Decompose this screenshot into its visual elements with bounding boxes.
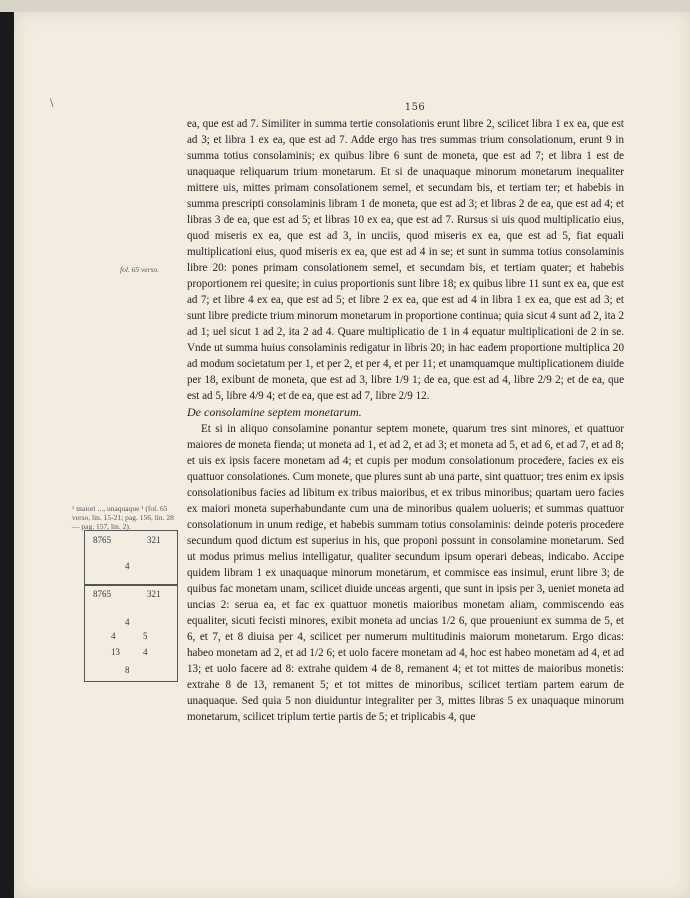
diagram-table-2: [84, 584, 178, 682]
table2-cell-g: 4: [143, 647, 148, 657]
margin-note-reference: ¹ maiori ..., unaquaque ¹ (fol. 65 verso, lin. 15-21; pag. 156, lin. 28 — pag. 157, lin. 2).: [72, 504, 174, 531]
table2-cell-b: 321: [147, 589, 161, 599]
margin-note-folio: fol. 65 verso.: [120, 265, 160, 274]
table1-cell-b: 321: [147, 535, 161, 545]
main-text: [187, 116, 624, 725]
page-number: 156: [404, 102, 426, 113]
diagram-table-1: [84, 530, 178, 586]
top-bar: [0, 0, 690, 12]
table1-cell-a: 8765: [93, 535, 111, 545]
table2-cell-a: 8765: [93, 589, 111, 599]
table2-cell-c: 4: [125, 617, 130, 627]
table2-cell-h: 8: [125, 665, 130, 675]
table2-cell-e: 5: [143, 631, 148, 641]
table2-cell-f: 13: [111, 647, 120, 657]
paragraph-1: ea, que est ad 7. Similiter in summa tertie consolationis erunt libre 2, scilicet libra 1 ex ea, que est ad 3; et libra 1 ex ea, que est ad 7. Adde ergo has tres summas trium consolationum, erunt 9 in summa totius consolaminis; ex quibus libre 6 sunt de moneta, que est ad 7; et libra 1 est de unaquaque reliquarum trium monetarum. Et si de unaquaque minorum monetarum inequaliter mittere uis, mittes primam consolationem semel, et secundam bis, et tertiam ter; et habebis in summa prescripti consolaminis libram 1 de moneta, que est ad 3; et libras 2 de ea, que est ad 4; et libras 3 de ea, que est ad 5; et libras 10 ex ea, que est ad 7. Rursus si uis quod multiplicatio eius, quod miseris ex ea, que est ad 3, in unciis, quod miseris ex ea, que est ad 5, fiat equali multiplicationi eius, quod miseris ex ea, que est ad 4 in se; et sunt in summa totius consolaminis libre 20: pones primam consolationem semel, et secundam bis, et tertiam quater; et habebis proportionem rei quesite; in cuius proportionis sunt libre 18; ex quibus libre 11 sunt ex ea, que est ad 7; et libre 4 ex ea, que est ad 5; et libre 2 ex ea, que est ad 4 in libra 1 ex ea, que est ad 3; et sunt libre predicte trium minorum monetarum in proportione continua; quia sicut 4 sunt ad 2, ita 2 ad 1; uel sicut 1 ad 2, ita 2 ad 4. Quare multiplicatio de 1 in 4 equatur multiplicationi de 2 in se. Vnde ut summa huius consolaminis redigatur in libris 20; in hac eadem proportione multiplica 20 ad modum societatum per 1, et per 2, et per 4, et per 11; et unamquamque multiplicationem diuide per 18, exibunt de moneta, que est ad 3, libre 1/9 1; de ea, que est ad 4, libre 2/9 2; et de ea, que est ad 5, libre 4/9 4; et de ea, que est ad 7, libre 2/9 12.: [187, 118, 624, 402]
paragraph-2: Et si in aliquo consolamine ponantur septem monete, quarum tres sint minores, et quattuor maiores de moneta fienda; ut moneta ad 1, et ad 2, et ad 3; et moneta ad 5, et ad 6, et ad 7, et ad 8; et uis ex ipsis facere monetam ad 4; et cupis per modum consolationum procedere, facies ex eis quattuor consolationes. Cum monete, que plures sunt ab una parte, sint quattuor; tres enim ex ipsis consolationibus facies ad libitum ex tribus maioribus, et ex tribus minoribus; quartam uero facies ex maiori moneta superhabundante cum una de minoribus qualem uolueris; et summas quattuor consolationum in unum redige, et habebis summam totius consolaminis: deinde poteris procedere secundum quod dictum est superius in his, que proponi possunt in consolamine monetarum. Sed ut modus primus melius intelligatur, qualiter secundum ipsum operari debeas, indicabo. Accipe quidem libram 1 ex unaquaque minorum monetarum, et commisce eas insimul, erunt libre 3; de quibus fac monetam unam, scilicet diuide unceas argenti, que sunt in ipsis per 3, ueniet moneta ad uncias 2: serua ea, et fac ex quattuor monetis maioribus monetam aliam, commiscendo eas equaliter, sicuti fecisti minores, exibit moneta ad uncias 1/2 6, que proueniunt ex summa de 5, et 6, et 7, et 8 diuisa per 4, scilicet per numerum multitudinis maiorum monetarum. Ergo dicas: habeo monetam ad 2, et ad 1/2 6; et uolo facere monetam ad 4, hoc est habeo monetam ad 4, et ad 13; et uolo facere ad 8: extrahe quidem 4 de 8, remanent 4; et tot mittes de maioribus monetis: extrahe 8 de 13, remanent 5; et tot mittes de minoribus, scilicet tertiam partem earum de unaquaque. Sed quia 5 non diuiduntur integraliter per 3, mittes libras 5 ex unaquaque minorum monetarum, scilicet triplum tertie partis de 5; et triplicabis 4, que: [187, 423, 624, 723]
table1-cell-c: 4: [125, 561, 130, 571]
section-heading: De consolamine septem monetarum.: [187, 405, 362, 419]
table2-cell-d: 4: [111, 631, 116, 641]
margin-mark: \: [50, 98, 54, 109]
